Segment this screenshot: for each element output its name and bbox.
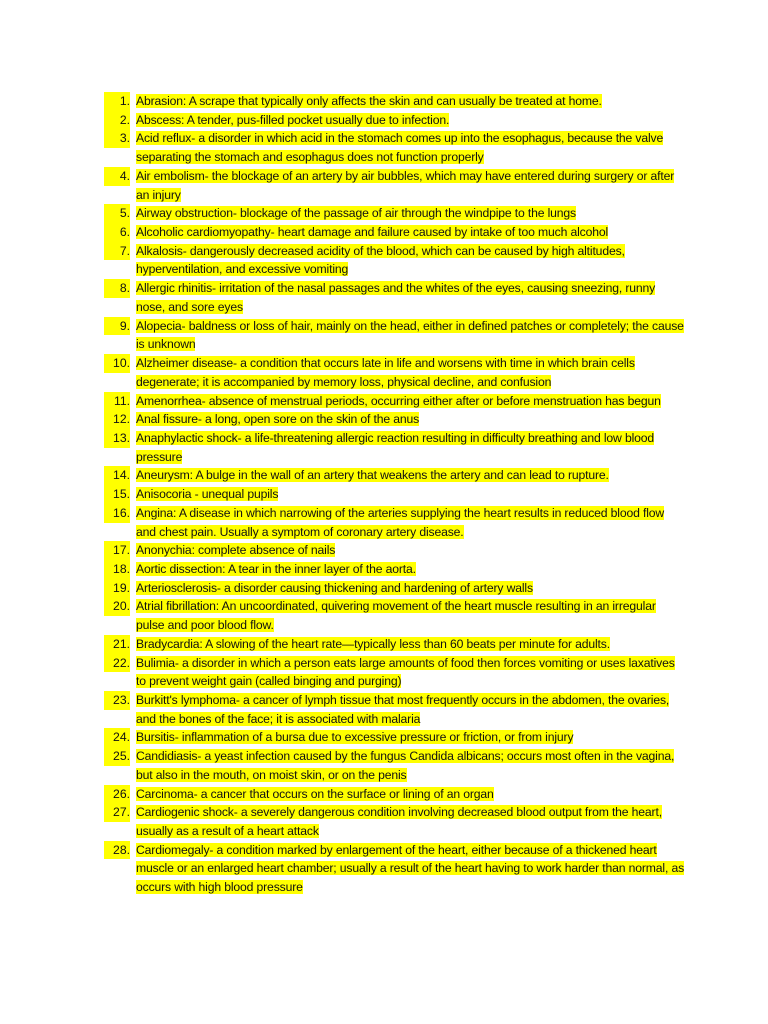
list-item-text: Anisocoria - unequal pupils	[136, 487, 279, 502]
list-item-number: 2.	[104, 111, 130, 130]
list-item-text: Anonychia: complete absence of nails	[136, 543, 336, 558]
list-item-text: Bursitis- inflammation of a bursa due to excessive pressure or friction, or from injury	[136, 730, 574, 745]
list-item-text-block	[136, 691, 686, 728]
list-item-text: Bulimia- a disorder in which a person eats large amounts of food then forces vomiting or uses laxatives to prevent weight gain (called binging and purging)	[136, 655, 675, 689]
list-item	[104, 279, 686, 316]
list-item-text-block	[136, 541, 686, 560]
list-item	[104, 167, 686, 204]
list-item-number: 27.	[104, 803, 130, 822]
list-item	[104, 541, 686, 560]
list-item-text-block	[136, 429, 686, 466]
list-item-text: Acid reflux- a disorder in which acid in the stomach comes up into the esophagus, because the valve separating the stomach and esophagus does not function properly	[136, 131, 664, 165]
list-item-number: 26.	[104, 785, 130, 804]
list-item-text-block	[136, 129, 686, 166]
list-item-text-block	[136, 654, 686, 691]
list-item	[104, 597, 686, 634]
list-item-text-block	[136, 204, 686, 223]
list-item-number: 21.	[104, 635, 130, 654]
list-item-text-block	[136, 785, 686, 804]
list-item-text: Alkalosis- dangerously decreased acidity of the blood, which can be caused by high altitudes, hyperventilation, and excessive vomiting	[136, 243, 625, 277]
list-item-text-block	[136, 279, 686, 316]
list-item	[104, 841, 686, 897]
list-item-number: 9.	[104, 317, 130, 336]
list-item	[104, 410, 686, 429]
list-item	[104, 111, 686, 130]
list-item-text: Alzheimer disease- a condition that occurs late in life and worsens with time in which brain cells degenerate; it is accompanied by memory loss, physical decline, and confusion	[136, 356, 635, 389]
list-item	[104, 92, 686, 111]
list-item-number: 13.	[104, 429, 130, 448]
list-item-text-block	[136, 354, 686, 391]
list-item	[104, 654, 686, 691]
list-item-text: Abscess: A tender, pus-filled pocket usually due to infection.	[136, 112, 450, 127]
list-item-text: Cardiomegaly- a condition marked by enlargement of the heart, either because of a thickened heart muscle or an enlarged heart chamber; usually a result of the heart having to work harder than normal, as occurs with high blood pressure	[136, 842, 685, 895]
list-item-text: Anaphylactic shock- a life-threatening allergic reaction resulting in difficulty breathing and low blood pressure	[136, 430, 655, 464]
list-item	[104, 747, 686, 784]
list-item-text: Amenorrhea- absence of menstrual periods, occurring either after or before menstruation has begun	[136, 393, 661, 408]
list-item-number: 22.	[104, 654, 130, 673]
list-item	[104, 392, 686, 411]
list-item-text-block	[136, 485, 686, 504]
list-item-number: 3.	[104, 129, 130, 148]
list-item	[104, 204, 686, 223]
list-item-text: Aortic dissection: A tear in the inner layer of the aorta.	[136, 561, 416, 576]
list-item	[104, 785, 686, 804]
list-item-text: Alcoholic cardiomyopathy- heart damage and failure caused by intake of too much alcohol	[136, 225, 609, 240]
list-item-text-block	[136, 803, 686, 840]
list-item-number: 24.	[104, 728, 130, 747]
list-item-number: 10.	[104, 354, 130, 373]
list-item-text-block	[136, 841, 686, 897]
list-item	[104, 728, 686, 747]
list-item-text: Arteriosclerosis- a disorder causing thickening and hardening of artery walls	[136, 580, 533, 595]
list-item-text-block	[136, 392, 686, 411]
list-item-number: 19.	[104, 579, 130, 598]
list-item	[104, 223, 686, 242]
list-item-text-block	[136, 92, 686, 111]
list-item	[104, 691, 686, 728]
list-item-text-block	[136, 242, 686, 279]
list-item-number: 11.	[104, 392, 130, 411]
list-item-text: Aneurysm: A bulge in the wall of an artery that weakens the artery and can lead to rupture.	[136, 468, 609, 483]
list-item	[104, 429, 686, 466]
list-item-number: 7.	[104, 242, 130, 261]
list-item-number: 15.	[104, 485, 130, 504]
list-item-text-block	[136, 504, 686, 541]
list-item	[104, 635, 686, 654]
list-item	[104, 579, 686, 598]
list-item-number: 12.	[104, 410, 130, 429]
list-item-number: 4.	[104, 167, 130, 186]
list-item-number: 18.	[104, 560, 130, 579]
list-item	[104, 504, 686, 541]
list-item	[104, 803, 686, 840]
list-item	[104, 129, 686, 166]
list-item-text: Burkitt's lymphoma- a cancer of lymph tissue that most frequently occurs in the abdomen, the ovaries, and the bones of the face; it is associated with malaria	[136, 693, 670, 726]
list-item-text: Atrial fibrillation: An uncoordinated, quivering movement of the heart muscle resulting in an irregular pulse and poor blood flow.	[136, 599, 656, 633]
list-item-text: Anal fissure- a long, open sore on the skin of the anus	[136, 412, 420, 427]
list-item-text: Alopecia- baldness or loss of hair, mainly on the head, either in defined patches or completely; the cause is unknown	[136, 318, 684, 352]
list-item-text-block	[136, 747, 686, 784]
list-item-number: 5.	[104, 204, 130, 223]
list-item-text-block	[136, 597, 686, 634]
list-item-text: Candidiasis- a yeast infection caused by the fungus Candida albicans; occurs most often in the vagina, but also in the mouth, on moist skin, or on the penis	[136, 749, 675, 782]
list-item	[104, 560, 686, 579]
list-item-number: 28.	[104, 841, 130, 860]
list-item-text-block	[136, 111, 686, 130]
list-item-number: 17.	[104, 541, 130, 560]
list-item-text-block	[136, 317, 686, 354]
list-item-text: Abrasion: A scrape that typically only affects the skin and can usually be treated at home.	[136, 94, 602, 108]
list-item-number: 25.	[104, 747, 130, 766]
list-item-text: Air embolism- the blockage of an artery by air bubbles, which may have entered during surgery or after an injury	[136, 168, 675, 202]
list-item-text: Airway obstruction- blockage of the passage of air through the windpipe to the lungs	[136, 206, 576, 221]
list-item	[104, 317, 686, 354]
list-item-text: Allergic rhinitis- irritation of the nasal passages and the whites of the eyes, causing sneezing, runny nose, and sore eyes	[136, 281, 656, 314]
list-item-number: 14.	[104, 466, 130, 485]
list-item-number: 23.	[104, 691, 130, 710]
list-item-text-block	[136, 410, 686, 429]
definition-list	[104, 92, 686, 897]
list-item-number: 16.	[104, 504, 130, 523]
list-item-text-block	[136, 560, 686, 579]
list-item-text-block	[136, 635, 686, 654]
list-item-text-block	[136, 579, 686, 598]
list-item-text: Cardiogenic shock- a severely dangerous condition involving decreased blood output from the heart, usually as a result of a heart attack	[136, 805, 662, 839]
list-item-text-block	[136, 466, 686, 485]
list-item	[104, 466, 686, 485]
list-item-text-block	[136, 728, 686, 747]
list-item	[104, 354, 686, 391]
list-item-text: Bradycardia: A slowing of the heart rate—typically less than 60 beats per minute for adults.	[136, 636, 610, 651]
list-item-number: 8.	[104, 279, 130, 298]
list-item	[104, 485, 686, 504]
list-item-number: 6.	[104, 223, 130, 242]
list-item-text: Angina: A disease in which narrowing of the arteries supplying the heart results in reduced blood flow and chest pain. Usually a symptom of coronary artery disease.	[136, 505, 665, 539]
list-item-text-block	[136, 167, 686, 204]
list-item-number: 1.	[104, 92, 130, 111]
list-item	[104, 242, 686, 279]
list-item-number: 20.	[104, 597, 130, 616]
list-item-text-block	[136, 223, 686, 242]
list-item-text: Carcinoma- a cancer that occurs on the surface or lining of an organ	[136, 786, 494, 801]
